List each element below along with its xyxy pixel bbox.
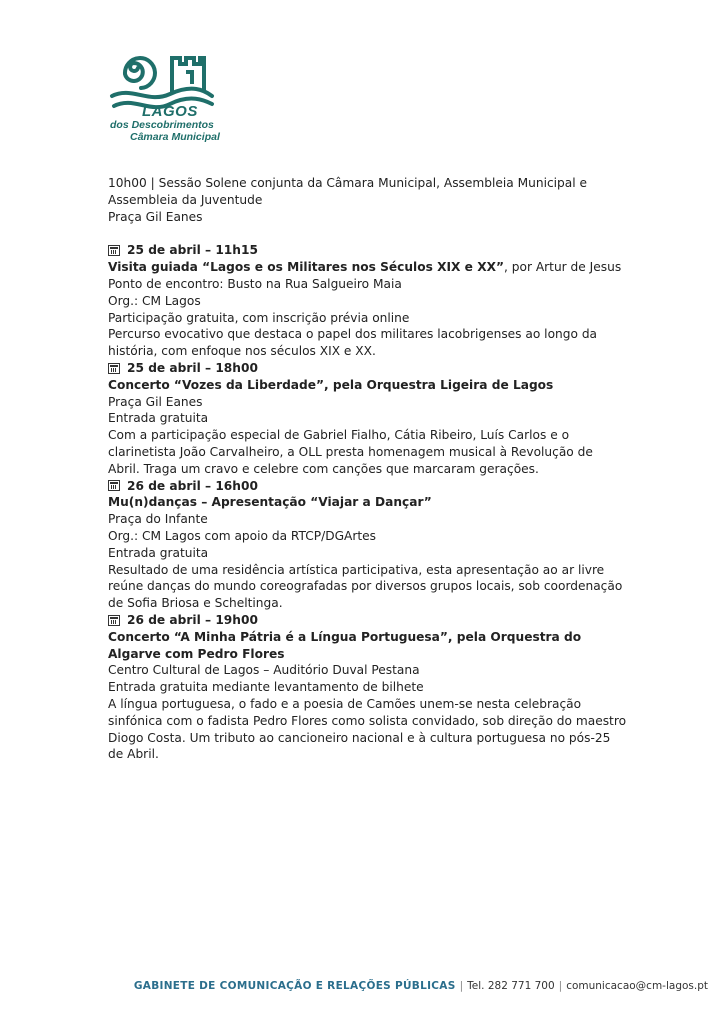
event-title: Concerto “Vozes da Liberdade”, pela Orquestra Ligeira de Lagos <box>108 377 554 392</box>
event-description: Resultado de uma residência artística participativa, esta apresentação ao ar livre reúne danças do mundo coreografadas por diversos grupos locais, sob coordenação de Sofia Briosa e Scheltinga. <box>108 562 623 611</box>
intro-location: Praça Gil Eanes <box>108 209 203 224</box>
calendar-icon <box>108 245 120 256</box>
footer-email[interactable]: comunicacao@cm-lagos.pt <box>566 980 708 992</box>
event-date <box>108 478 628 495</box>
event-line: Ponto de encontro: Busto na Rua Salgueiro Maia <box>108 276 402 291</box>
event-title-rest: , por Artur de Jesus <box>504 260 622 275</box>
calendar-icon <box>108 480 120 491</box>
event-block <box>108 478 628 612</box>
event-line: Entrada gratuita <box>108 411 209 426</box>
logo-text <box>108 104 238 143</box>
footer-separator: | <box>558 980 563 992</box>
event-date <box>108 242 628 259</box>
footer-separator: | <box>459 980 464 992</box>
calendar-icon <box>108 615 120 626</box>
event-date <box>108 360 628 377</box>
event-line: Praça Gil Eanes <box>108 394 203 409</box>
event-block <box>108 242 628 360</box>
event-date-text: 25 de abril – 11h15 <box>127 243 258 258</box>
event-line: Org.: CM Lagos com apoio da RTCP/DGArtes <box>108 528 376 543</box>
logo-municipality: Câmara Municipal <box>130 131 220 143</box>
event-title: Mu(n)danças – Apresentação “Viajar a Dançar” <box>108 495 432 510</box>
footer-department: GABINETE DE COMUNICAÇÃO E RELAÇÕES PÚBLICAS <box>133 980 456 992</box>
event-title: Concerto “A Minha Pátria é a Língua Portuguesa”, pela Orquestra do Algarve com Pedro Flores <box>108 629 582 661</box>
event-date <box>108 612 628 629</box>
event-description: Percurso evocativo que destaca o papel dos militares lacobrigenses ao longo da história, com enfoque nos séculos XIX e XX. <box>108 327 598 359</box>
event-description: Com a participação especial de Gabriel Fialho, Cátia Ribeiro, Luís Carlos e o clarinetista João Carvalheiro, a OLL presta homenagem musical à Revolução de Abril. Traga um cravo e celebre com canções que marcaram gerações. <box>108 428 593 476</box>
event-line: Entrada gratuita mediante levantamento de bilhete <box>108 680 424 695</box>
event-line: Participação gratuita, com inscrição prévia online <box>108 310 410 325</box>
document-body <box>108 175 628 763</box>
intro-line: 10h00 | Sessão Solene conjunta da Câmara Municipal, Assembleia Municipal e Assembleia da Juventude <box>108 176 588 207</box>
event-block <box>108 612 628 763</box>
event-line: Praça do Infante <box>108 512 208 527</box>
event-line: Entrada gratuita <box>108 545 209 560</box>
logo-name: LAGOS <box>142 103 198 120</box>
logo-subtitle: dos Descobrimentos <box>110 119 214 131</box>
event-title <box>108 259 628 276</box>
footer <box>0 980 708 992</box>
calendar-icon <box>108 363 120 374</box>
event-date-text: 25 de abril – 18h00 <box>127 360 258 375</box>
event-date-text: 26 de abril – 16h00 <box>127 478 258 493</box>
event-line: Centro Cultural de Lagos – Auditório Duval Pestana <box>108 663 420 678</box>
footer-phone: Tel. 282 771 700 <box>467 980 555 992</box>
event-line: Org.: CM Lagos <box>108 293 201 308</box>
event-block <box>108 360 628 478</box>
event-date-text: 26 de abril – 19h00 <box>127 612 258 627</box>
event-description: A língua portuguesa, o fado e a poesia de Camões unem-se nesta celebração sinfónica com o fadista Pedro Flores como solista convidado, sob direção do maestro Diogo Costa. Um tributo ao cancioneiro nacional e à cultura portuguesa no pós-25 de Abril. <box>108 696 627 762</box>
event-title-bold: Visita guiada “Lagos e os Militares nos Séculos XIX e XX” <box>108 260 504 275</box>
